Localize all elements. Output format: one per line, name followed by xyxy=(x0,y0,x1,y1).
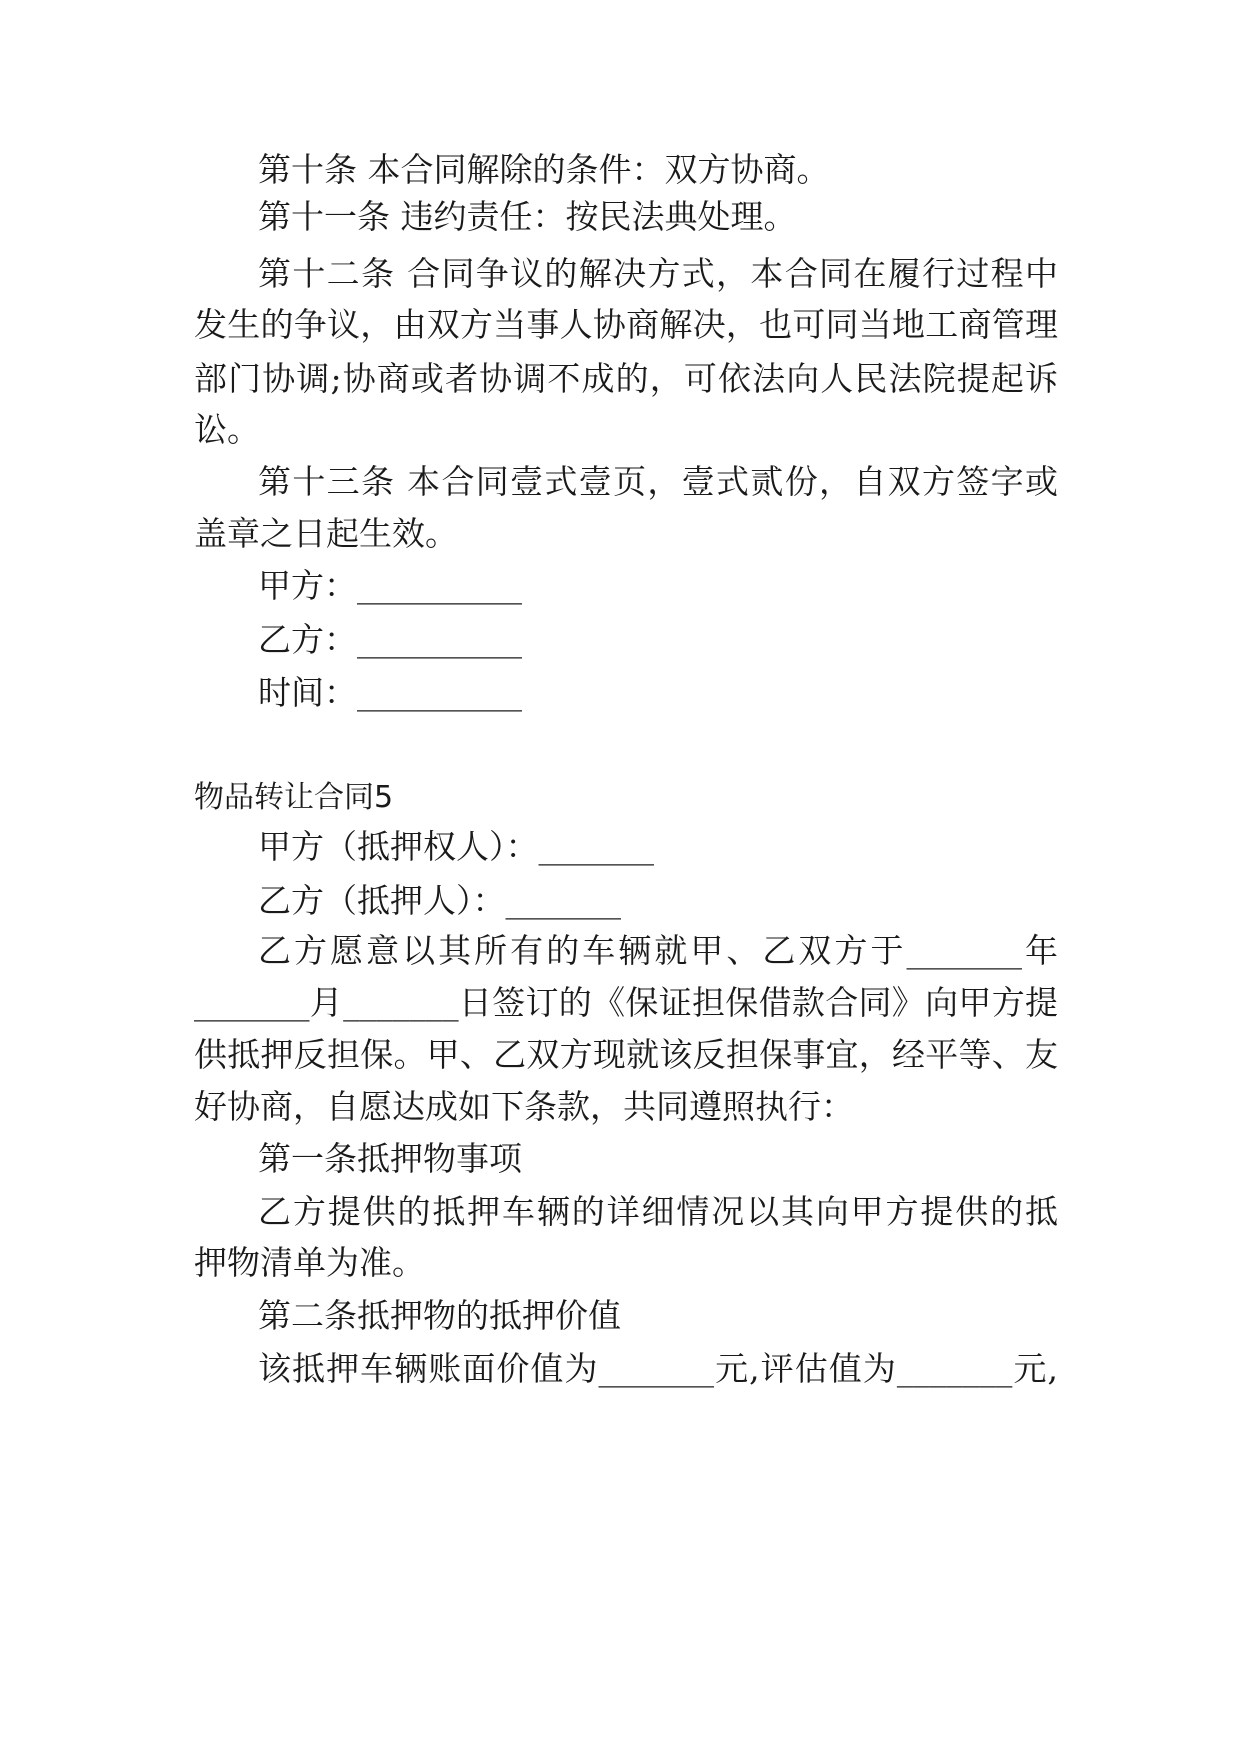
preamble-line-2: _______月_______日签订的《保证担保借款合同》向甲方提 xyxy=(194,983,1058,1022)
party-a-signature: 甲方：__________ xyxy=(258,566,522,605)
article-1-line-2: 押物清单为准。 xyxy=(194,1243,425,1282)
preamble-line-1: 乙方愿意以其所有的车辆就甲、乙双方于_______年 xyxy=(258,931,1058,970)
contract-title: 物品转让合同5 xyxy=(194,780,394,815)
article-1-line-1: 乙方提供的抵押车辆的详细情况以其向甲方提供的抵 xyxy=(258,1192,1058,1231)
article-2-line-1: 该抵押车辆账面价值为_______元,评估值为_______元, xyxy=(258,1349,1058,1388)
article-1-heading: 第一条抵押物事项 xyxy=(258,1139,522,1178)
clause-13-line-2: 盖章之日起生效。 xyxy=(194,514,458,553)
clause-12-line-1: 第十二条 合同争议的解决方式，本合同在履行过程中 xyxy=(258,254,1058,293)
clause-13-line-1: 第十三条 本合同壹式壹页，壹式贰份，自双方签字或 xyxy=(258,462,1058,501)
article-2-heading: 第二条抵押物的抵押价值 xyxy=(258,1296,621,1335)
clause-12-line-4: 讼。 xyxy=(194,410,260,449)
preamble-line-4: 好协商，自愿达成如下条款，共同遵照执行： xyxy=(194,1087,854,1126)
party-b-signature: 乙方：__________ xyxy=(258,620,522,659)
party-b-mortgagor: 乙方（抵押人）：_______ xyxy=(258,881,621,920)
date-signature: 时间：__________ xyxy=(258,673,522,712)
clause-11: 第十一条 违约责任：按民法典处理。 xyxy=(258,197,797,236)
clause-12-line-3: 部门协调;协商或者协调不成的，可依法向人民法院提起诉 xyxy=(194,359,1058,398)
preamble-line-3: 供抵押反担保。甲、乙双方现就该反担保事宜，经平等、友 xyxy=(194,1035,1058,1074)
party-a-mortgagee: 甲方（抵押权人）：_______ xyxy=(258,827,654,866)
clause-10: 第十条 本合同解除的条件：双方协商。 xyxy=(258,150,830,189)
clause-12-line-2: 发生的争议，由双方当事人协商解决，也可同当地工商管理 xyxy=(194,305,1058,344)
